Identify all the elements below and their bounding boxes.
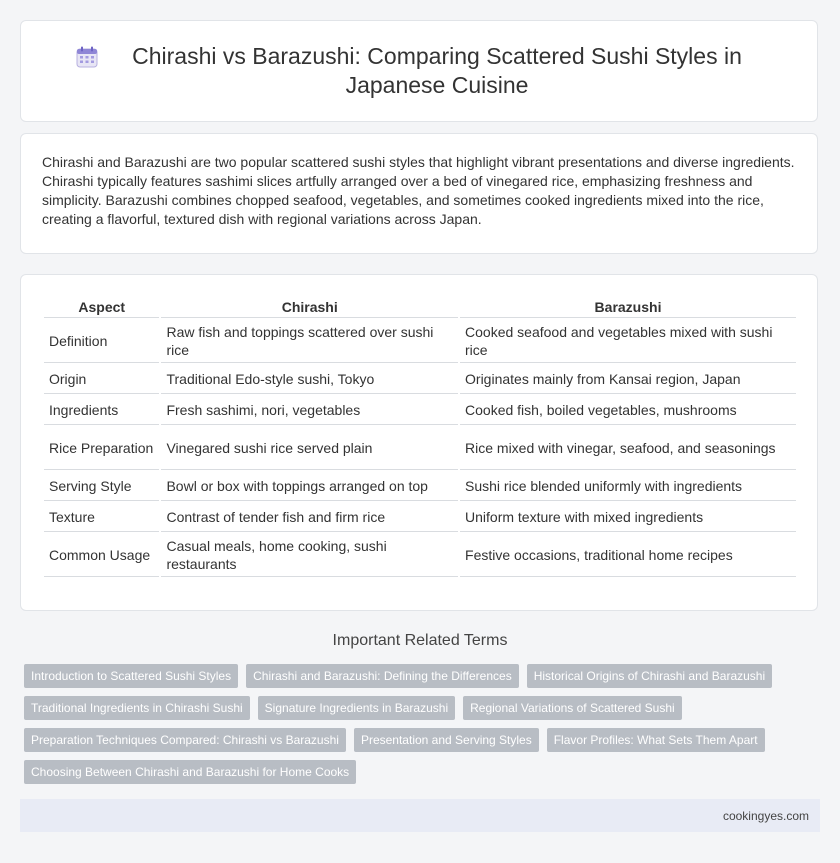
title-card [20,20,818,122]
cell-aspect: Ingredients [44,396,159,425]
related-term-tag[interactable]: Introduction to Scattered Sushi Styles [24,664,238,688]
cell-aspect: Serving Style [44,472,159,501]
intro-card [20,133,818,254]
table-row [44,396,796,425]
cell-chirashi: Fresh sashimi, nori, vegetables [161,396,458,425]
related-term-tag[interactable]: Flavor Profiles: What Sets Them Apart [547,728,765,752]
related-terms-heading: Important Related Terms [332,632,508,649]
table-row [44,472,796,501]
footer-site-link[interactable]: cookingyes.com [722,808,809,823]
cell-aspect: Origin [44,365,159,394]
header-aspect: Aspect [44,293,159,318]
table-row [44,320,796,363]
cell-barazushi: Originates mainly from Kansai region, Japan [460,365,796,394]
related-term-tag[interactable]: Historical Origins of Chirashi and Barazushi [527,664,772,688]
cell-aspect: Texture [44,503,159,532]
table-row [44,503,796,532]
intro-paragraph: Chirashi and Barazushi are two popular scattered sushi styles that highlight vibrant presentations and diverse ingredients. Chirashi typically features sashimi slices artfully arranged over a bed of vinegared rice, emphasizing freshness and simplicity. Barazushi combines chopped seafood, vegetables, and sometimes cooked ingredients mixed into the rice, creating a flavorful, textured dish with regional variations across Japan. [42,154,795,227]
footer [20,799,820,832]
cell-chirashi: Traditional Edo-style sushi, Tokyo [161,365,458,394]
related-term-tag[interactable]: Preparation Techniques Compared: Chirashi vs Barazushi [24,728,346,752]
related-term-tag[interactable]: Choosing Between Chirashi and Barazushi for Home Cooks [24,760,356,784]
header-chirashi: Chirashi [161,293,458,318]
cell-chirashi: Contrast of tender fish and firm rice [161,503,458,532]
table-header-row [44,293,796,318]
related-term-tag[interactable]: Regional Variations of Scattered Sushi [463,696,682,720]
cell-aspect: Definition [44,320,159,363]
table-row [44,365,796,394]
cell-chirashi: Bowl or box with toppings arranged on top [161,472,458,501]
header-barazushi: Barazushi [460,293,796,318]
cell-chirashi: Vinegared sushi rice served plain [161,427,458,470]
cell-aspect: Common Usage [44,534,159,577]
comparison-table [42,291,798,579]
cell-barazushi: Rice mixed with vinegar, seafood, and seasonings [460,427,796,470]
cell-barazushi: Festive occasions, traditional home recipes [460,534,796,577]
cell-barazushi: Uniform texture with mixed ingredients [460,503,796,532]
cell-barazushi: Cooked seafood and vegetables mixed with sushi rice [460,320,796,363]
cell-chirashi: Casual meals, home cooking, sushi restaurants [161,534,458,577]
related-term-tag[interactable]: Traditional Ingredients in Chirashi Sushi [24,696,250,720]
calendar-icon [76,46,98,68]
page-title: Chirashi vs Barazushi: Comparing Scattered Sushi Styles in Japanese Cuisine [132,43,742,98]
related-term-tag[interactable]: Chirashi and Barazushi: Defining the Differences [246,664,519,688]
title-wrap [69,42,769,100]
cell-barazushi: Cooked fish, boiled vegetables, mushrooms [460,396,796,425]
comparison-table-card [20,274,818,611]
related-terms-list [24,664,814,792]
cell-aspect: Rice Preparation [44,427,159,470]
related-term-tag[interactable]: Presentation and Serving Styles [354,728,539,752]
cell-chirashi: Raw fish and toppings scattered over sushi rice [161,320,458,363]
cell-barazushi: Sushi rice blended uniformly with ingredients [460,472,796,501]
table-row [44,427,796,470]
related-term-tag[interactable]: Signature Ingredients in Barazushi [258,696,455,720]
table-row [44,534,796,577]
